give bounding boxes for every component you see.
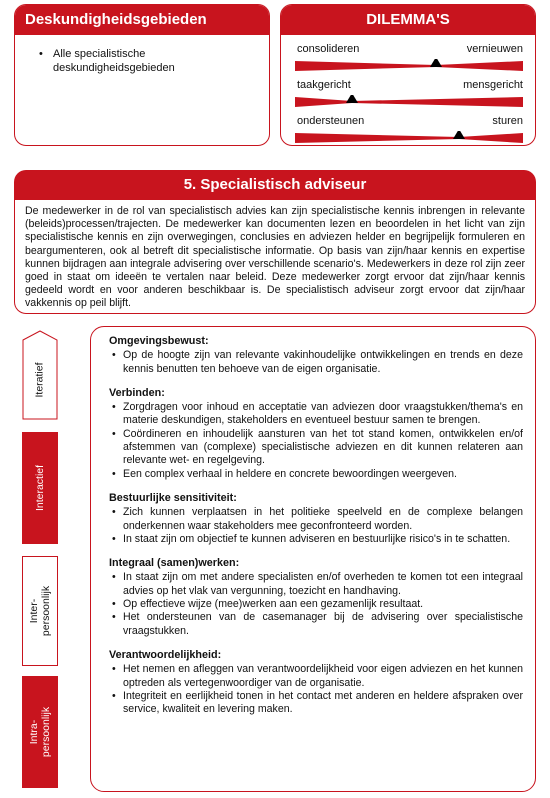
interpersoonlijk-tab: Inter- persoonlijk [22,556,58,666]
expertise-list [15,47,269,75]
list-item: • Het ondersteunen van de casemanager bij de advisering over specialistische vraagstukken. [123,611,523,638]
list-item: • Zich kunnen verplaatsen in het politieke speelveld en de complexe belangen onderkennen waar stakeholders mee geconfronteerd worden. [123,506,523,533]
dilemma-marker [346,95,358,103]
section-title: 5. Specialistisch adviseur [14,170,536,200]
expertise-card [14,4,270,146]
competencies-box [90,326,536,792]
dilemma-row [295,43,523,77]
list-item: • In staat zijn om objectief te kunnen adviseren en bestuurlijke risico's in te schatten. [123,533,523,546]
competency-title: Bestuurlijke sensitiviteit: [109,491,237,504]
list-item: • In staat zijn om met andere specialisten en/of overheden te komen tot een integraal advies op het vlak van vergunning, toezicht en handhaving. [123,571,523,598]
intrapersoonlijk-tab: Intra- persoonlijk [22,676,58,788]
dilemma-marker [453,131,465,139]
dilemmas-card [280,4,536,146]
interactief-tab: Interactief [22,432,58,544]
dilemma-bar [295,133,523,143]
competency-group [109,335,523,376]
competency-group [109,387,523,481]
competency-title: Integraal (samen)werken: [109,557,240,570]
dilemma-row [295,115,523,146]
list-item: • Op de hoogte zijn van relevante vakinhoudelijke ontwikkelingen en trends en deze kennis benutten ten behoeve van de eigen organisatie. [123,349,523,376]
dilemma-left-label: ondersteunen [297,115,365,127]
list-item: • Integriteit en eerlijkheid tonen in het contact met anderen en heldere afspraken over service, kwaliteit en levering maken. [123,690,523,717]
list-item: • Zorgdragen voor inhoud en acceptatie van adviezen door vraagstukken/thema's en materie deskundigen, stakeholders en eventueel bestuur samen te brengen. [123,401,523,428]
list-item: • Het nemen en afleggen van verantwoordelijkheid voor eigen adviezen en het kunnen optreden als vertegenwoordiger van de organisatie. [123,663,523,690]
competency-title: Verbinden: [109,386,165,399]
dilemma-scale [295,59,523,75]
dilemma-scale [295,95,523,111]
tab-label-iteratief: Iteratief [34,362,46,398]
section-intro: De medewerker in de rol van specialistisch advies kan zijn specialistische kennis inbrengen in relevante (beleids)processen/trajecten. De medewerker kan documenten lezen en beoordelen in het licht van zijn specialistische kennis en zijn overwegingen, conclusies en adviezen helder en begrijpelijk formuleren en beargumenteren, ook al betreft dit specialistische informatie. Op basis van zijn/haar kennis en expertise kunnen bijdragen aan integrale advisering over verschillende scenario's. Medewerkers in deze rol zijn zeer goed in staat om ideeën te vertalen naar beleid. Deze medewerker zorgt ervoor dat zijn/haar kennis gedeeld wordt en voor anderen beschikbaar is. De specialistisch adviseur zorgt ervoor dat zijn/haar vakkennis op peil blijft. [14,200,536,314]
competency-title: Omgevingsbewust: [109,335,209,347]
dilemma-marker [430,59,442,67]
expertise-title: Deskundigheidsgebieden [15,5,269,35]
dilemma-left-label: taakgericht [297,79,351,91]
dilemma-row [295,79,523,113]
list-item: • Coördineren en inhoudelijk aansturen van het tot stand komen, ontwikkelen en/of afstemmen van (complexe) specialistische adviezen en dit kunnen relateren aan relevante wet- en regelgeving. [123,428,523,468]
dilemma-right-label: vernieuwen [466,43,523,55]
competency-group [109,557,523,638]
competency-group [109,492,523,546]
list-item: • Op effectieve wijze (mee)werken aan een gezamenlijk resultaat. [123,598,523,611]
list-item: • Een complex verhaal in heldere en concrete bewoordingen weergeven. [123,468,523,481]
dilemma-scale [295,131,523,146]
competency-group [109,649,523,716]
competency-title: Verantwoordelijkheid: [109,648,222,661]
list-item: • Alle specialistische deskundigheidsgebieden [53,47,269,75]
dilemma-right-label: mensgericht [463,79,523,91]
dilemma-bar [295,97,523,107]
dilemma-right-label: sturen [492,115,523,127]
dilemma-bar [295,61,523,71]
dilemma-left-label: consolideren [297,43,360,55]
dilemmas-title: DILEMMA'S [281,5,535,35]
